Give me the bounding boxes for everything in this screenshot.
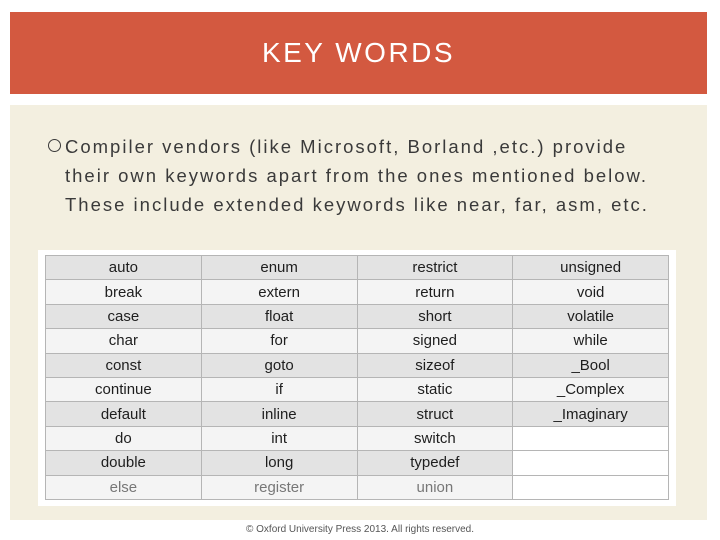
empty-cell [513,451,669,475]
table-row [46,280,669,304]
empty-cell [513,426,669,450]
table-row [46,475,669,499]
keyword-cell: _Imaginary [513,402,669,426]
keyword-cell: while [513,329,669,353]
keyword-cell: _Bool [513,353,669,377]
keyword-cell: float [201,304,357,328]
keyword-cell: if [201,377,357,401]
keyword-cell: switch [357,426,513,450]
keyword-cell: register [201,475,357,499]
keyword-cell: break [46,280,202,304]
keyword-cell: unsigned [513,256,669,280]
keyword-cell: typedef [357,451,513,475]
keyword-cell: long [201,451,357,475]
keyword-cell: struct [357,402,513,426]
keyword-cell: extern [201,280,357,304]
table-row [46,451,669,475]
keyword-cell: sizeof [357,353,513,377]
keyword-cell: case [46,304,202,328]
table-row [46,329,669,353]
keywords-table [45,255,669,500]
keyword-cell: volatile [513,304,669,328]
keyword-cell: void [513,280,669,304]
title-bar [10,12,707,94]
keyword-cell: signed [357,329,513,353]
keyword-cell: union [357,475,513,499]
keyword-cell: static [357,377,513,401]
keyword-cell: goto [201,353,357,377]
keyword-cell: continue [46,377,202,401]
bullet-point [48,132,668,219]
keyword-cell: char [46,329,202,353]
table-row [46,402,669,426]
slide-title: KEY WORDS [261,37,456,68]
table-row [46,426,669,450]
table-row [46,377,669,401]
keyword-cell: double [46,451,202,475]
keyword-cell: inline [201,402,357,426]
keyword-cell: else [46,475,202,499]
empty-cell [513,475,669,499]
table-row [46,256,669,280]
keyword-cell: default [46,402,202,426]
copyright-footer: © Oxford University Press 2013. All rights reserved. [245,524,474,535]
keywords-table-frame [38,250,676,506]
keyword-cell: const [46,353,202,377]
hollow-circle-bullet-icon [48,139,61,152]
bullet-text: Compiler vendors (like Microsoft, Borland ,etc.) provide their own keywords apart from the ones mentioned below. These include extended keywords like near, far, asm, etc. [65,136,649,215]
keyword-cell: restrict [357,256,513,280]
keyword-cell: int [201,426,357,450]
keyword-cell: _Complex [513,377,669,401]
keyword-cell: short [357,304,513,328]
table-row [46,353,669,377]
keyword-cell: auto [46,256,202,280]
table-row [46,304,669,328]
keyword-cell: for [201,329,357,353]
keyword-cell: return [357,280,513,304]
keyword-cell: do [46,426,202,450]
keyword-cell: enum [201,256,357,280]
